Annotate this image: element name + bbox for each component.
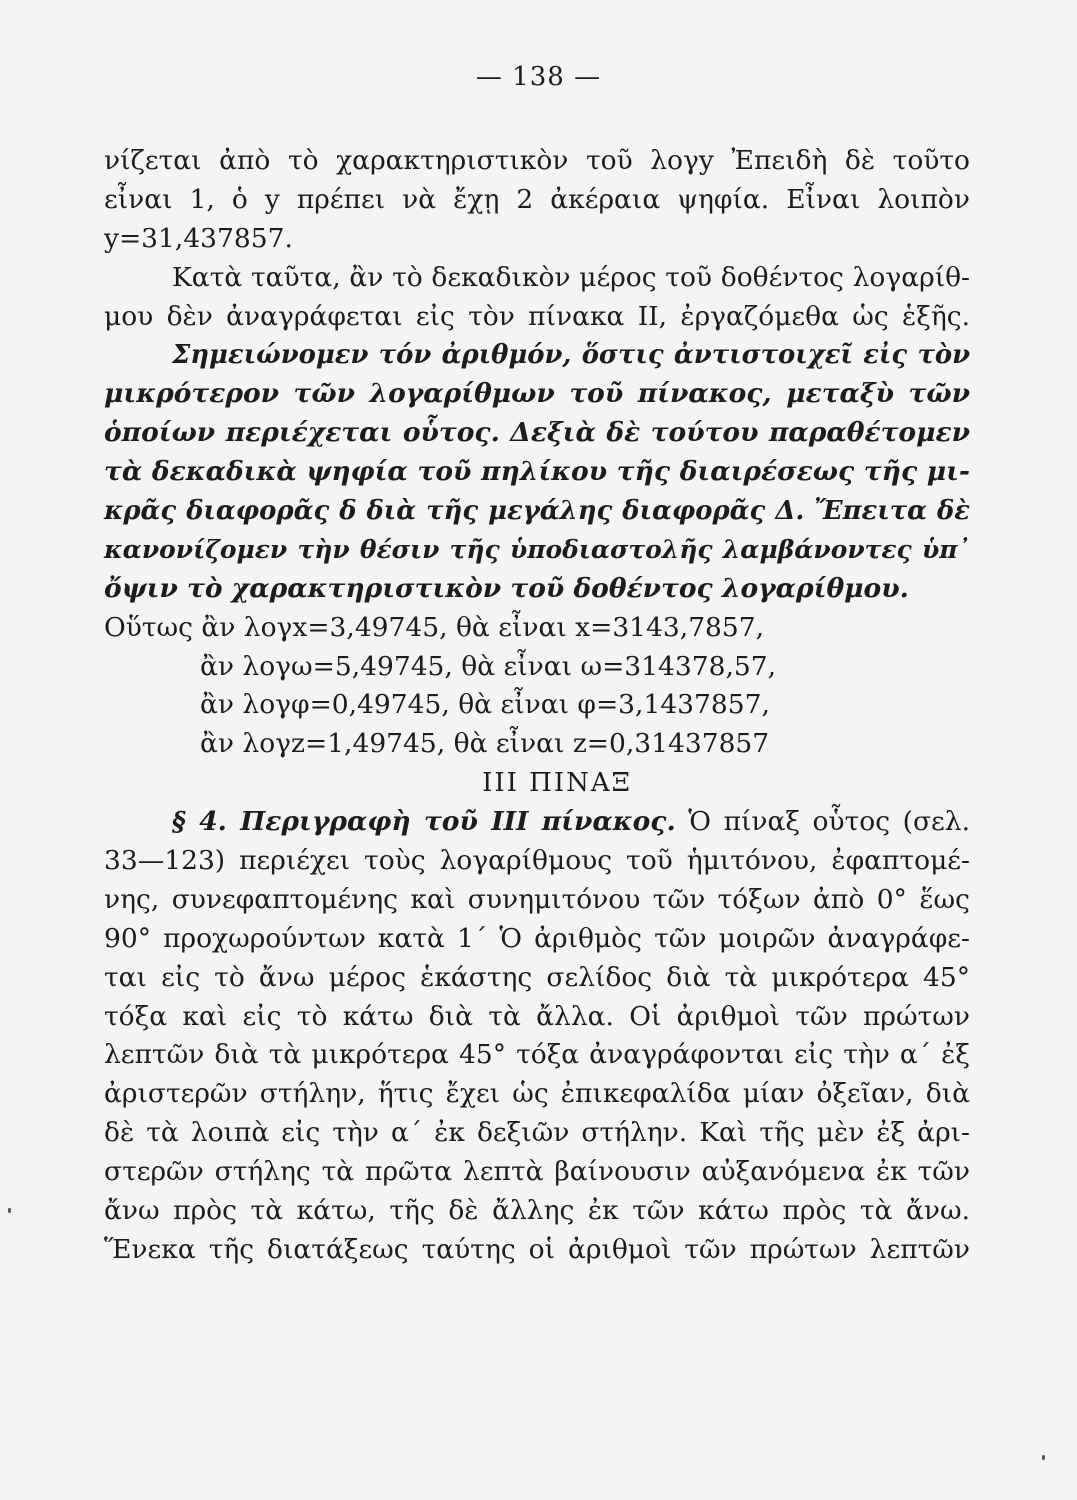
text-line: μου δὲν ἀναγράφεται εἰς τὸν πίνακα II, ἐργαζόμεθα ὡς ἑξῆς. [104, 300, 970, 332]
text-line: τόξα καὶ εἰς τὸ κάτω διὰ τὰ ἄλλα. Οἱ ἀριθμοὶ τῶν πρώτων [104, 1000, 970, 1032]
page-number: — 138 — [475, 62, 602, 92]
text-line: y=31,437857. [104, 222, 293, 254]
emphasis-line: τὰ δεκαδικὰ ψηφία τοῦ πηλίκου τῆς διαιρέσεως τῆς μι- [104, 456, 970, 488]
scan-speck [8, 1208, 11, 1213]
text-line: 90° προχωρούντων κατὰ 1΄ Ὁ ἀριθμὸς τῶν μοιρῶν ἀναγράφε- [104, 922, 970, 954]
example-line: ἂν λογφ=0,49745, θὰ εἶναι φ=3,1437857, [200, 689, 770, 721]
text-line: ται εἰς τὸ ἄνω μέρος ἑκάστης σελίδος διὰ τὰ μικρότερα 45° [104, 961, 970, 993]
emphasis-line: μικρότερον τῶν λογαρίθμων τοῦ πίνακος, μεταξὺ τῶν [104, 378, 970, 410]
text-line: ἀριστερῶν στήλην, ἥτις ἔχει ὡς ἐπικεφαλίδα μίαν ὀξεῖαν, διὰ [104, 1078, 970, 1110]
emphasis-line: κρᾶς διαφορᾶς δ διὰ τῆς μεγάλης διαφορᾶς Δ. Ἔπειτα δὲ [104, 496, 970, 527]
text-line: Κατὰ ταῦτα, ἂν τὸ δεκαδικὸν μέρος τοῦ δοθέντος λογαρίθ- [172, 261, 970, 293]
text-line: 33—123) περιέχει τοὺς λογαρίθμους τοῦ ἡμιτόνου, ἐφαπτομέ- [104, 845, 970, 877]
text-line: ἄνω πρὸς τὰ κάτω, τῆς δὲ ἄλλης ἐκ τῶν κάτω πρὸς τὰ ἄνω. [104, 1195, 970, 1227]
section-title-line: § 4. Περιγραφὴ τοῦ III πίνακος. Ὁ πίναξ οὗτος (σελ. [172, 806, 970, 838]
text-line: εἶναι 1, ὁ y πρέπει νὰ ἔχῃ 2 ἀκέραια ψηφία. Εἶναι λοιπὸν [104, 183, 970, 215]
text-line: στερῶν στήλης τὰ πρῶτα λεπτὰ βαίνουσιν αὐξανόμενα ἐκ τῶν [104, 1156, 970, 1188]
example-line: Οὕτως ἂν λογx=3,49745, θὰ εἶναι x=3143,7857, [104, 611, 765, 643]
text-line: λεπτῶν διὰ τὰ μικρότερα 45° τόξα ἀναγράφονται εἰς τὴν α΄ ἐξ [104, 1039, 970, 1071]
emphasis-line: Σημειώνομεν τόν ἀριθμόν, ὅστις ἀντιστοιχεῖ εἰς τὸν [172, 340, 970, 371]
example-line: ἂν λογω=5,49745, θὰ εἶναι ω=314378,57, [200, 650, 777, 682]
emphasis-line: ὁποίων περιέχεται οὗτος. Δεξιὰ δὲ τούτου παραθέτομεν [104, 417, 970, 449]
emphasis-line: ὄψιν τὸ χαρακτηριστικὸν τοῦ δοθέντος λογαρίθμου. [104, 572, 909, 604]
scan-speck [1042, 1455, 1045, 1460]
section-heading: III ΠΙΝΑΞ [482, 768, 632, 799]
text-line: δὲ τὰ λοιπὰ εἰς τὴν α΄ ἐκ δεξιῶν στήλην. Καὶ τῆς μὲν ἐξ ἀρι- [104, 1117, 970, 1149]
text-line: Ἕνεκα τῆς διατάξεως ταύτης οἱ ἀριθμοὶ τῶν πρώτων λεπτῶν [104, 1233, 970, 1265]
example-line: ἂν λογz=1,49745, θὰ εἶναι z=0,31437857 [200, 728, 770, 760]
text-line: νης, συνεφαπτομένης καὶ συνημιτόνου τῶν τόξων ἀπὸ 0° ἕως [104, 883, 970, 915]
emphasis-line: κανονίζομεν τὴν θέσιν τῆς ὑποδιαστολῆς λαμβάνοντες ὑπ᾽ [104, 534, 970, 564]
text-line: νίζεται ἀπὸ τὸ χαρακτηριστικὸν τοῦ λογy Ἐπειδὴ δὲ τοῦτο [104, 145, 970, 176]
section-title: § 4. Περιγραφὴ τοῦ III πίνακος. [172, 806, 676, 838]
body-text [104, 142, 970, 1270]
